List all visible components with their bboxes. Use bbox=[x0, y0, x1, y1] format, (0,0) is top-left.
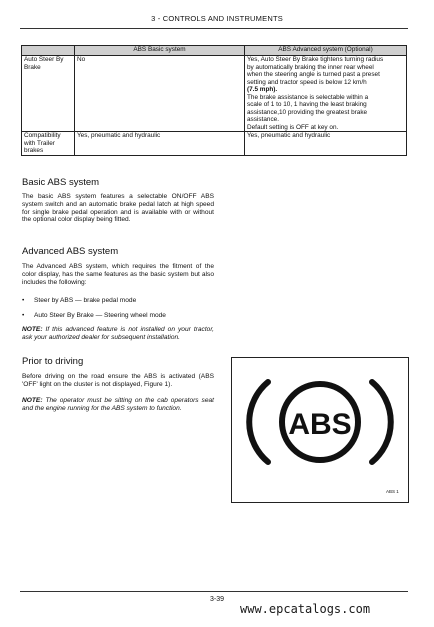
table-cell-basic: Yes, pneumatic and hydraulic bbox=[75, 132, 245, 156]
paragraph-advanced: The Advanced ABS system, which requires the fitment of the color display, has the same features as the basic system but also includes the following: bbox=[22, 263, 214, 286]
abs-icon-label: ABS bbox=[288, 408, 352, 441]
footer-divider bbox=[20, 591, 408, 592]
bullet-icon: • bbox=[22, 312, 25, 319]
cell-line: when the steering angle is turned past a preset bbox=[247, 71, 380, 78]
cell-line: Auto Steer By bbox=[24, 56, 64, 63]
section-heading-prior: Prior to driving bbox=[22, 356, 84, 367]
cell-line: with Trailer bbox=[24, 139, 55, 147]
table-header-row bbox=[22, 46, 407, 56]
table-header-cell: ABS Advanced system (Optional) bbox=[245, 46, 407, 56]
note-advanced bbox=[22, 326, 214, 342]
note-prior bbox=[22, 397, 214, 413]
note-label: NOTE: bbox=[22, 397, 43, 404]
cell-line: by automatically braking the inner rear wheel bbox=[247, 63, 374, 71]
abs-figure bbox=[231, 357, 409, 503]
cell-line: assistance. bbox=[247, 116, 279, 123]
table-cell-advanced: Yes, pneumatic and hydraulic bbox=[245, 132, 407, 156]
cell-line: brakes bbox=[24, 147, 44, 154]
table-header-cell: ABS Basic system bbox=[75, 46, 245, 56]
note-text: If this advanced feature is not installed on your tractor, ask your authorized dealer for subsequent installation. bbox=[22, 326, 214, 341]
list-item bbox=[22, 297, 136, 305]
cell-line: Default setting is OFF at key on. bbox=[247, 123, 339, 131]
page-number: 3-39 bbox=[209, 596, 224, 603]
cell-line: The brake assistance is selectable within a bbox=[247, 93, 369, 101]
note-text: The operator must be sitting on the cab operators seat and the engine running for the ABS system to function. bbox=[22, 397, 214, 412]
list-item-text: Steer by ABS — brake pedal mode bbox=[34, 297, 137, 304]
table-cell-feature bbox=[22, 132, 75, 156]
cell-line: (7.5 mph). bbox=[247, 86, 278, 93]
bullet-icon: • bbox=[22, 297, 25, 304]
section-heading-advanced: Advanced ABS system bbox=[22, 246, 119, 257]
paragraph-prior: Before driving on the road ensure the ABS is activated (ABS 'OFF' light on the cluster is not displayed, Figure 1). bbox=[22, 373, 214, 388]
table-cell-feature bbox=[22, 56, 75, 132]
cell-line: Yes, Auto Steer By Brake tightens turning radius bbox=[247, 56, 384, 63]
cell-line: Compatibility bbox=[24, 132, 61, 139]
section-heading-basic: Basic ABS system bbox=[22, 177, 100, 188]
note-label: NOTE: bbox=[22, 326, 43, 333]
abs-icon-left-arc bbox=[249, 382, 268, 462]
cell-line: assistance,10 providing the greatest brake bbox=[247, 108, 368, 116]
header-divider bbox=[20, 28, 408, 29]
table-row bbox=[22, 132, 407, 156]
table-row bbox=[22, 56, 407, 132]
cell-line: scale of 1 to 10, 1 having the least braking bbox=[247, 101, 367, 108]
abs-comparison-table bbox=[21, 45, 407, 156]
abs-icon-right-arc bbox=[372, 382, 391, 462]
page-header: 3 - CONTROLS AND INSTRUMENTS bbox=[151, 14, 283, 23]
list-item-text: Auto Steer By Brake — Steering wheel mode bbox=[34, 312, 166, 319]
paragraph-basic: The basic ABS system features a selectable ON/OFF ABS system switch and an automatic brake pedal latch at high speed for single brake pedal operation and is available with or without the optional color display being fitted. bbox=[22, 193, 214, 224]
figure-caption: ABS 1 bbox=[386, 489, 399, 494]
table-cell-basic: No bbox=[75, 56, 245, 132]
cell-line: setting and tractor speed is below 12 km/h bbox=[247, 78, 367, 86]
table-cell-advanced bbox=[245, 56, 407, 132]
abs-warning-icon bbox=[232, 358, 408, 502]
cell-line: Brake bbox=[24, 63, 41, 71]
table-header-cell bbox=[22, 46, 75, 56]
list-item bbox=[22, 312, 166, 320]
watermark: www.epcatalogs.com bbox=[240, 602, 371, 616]
